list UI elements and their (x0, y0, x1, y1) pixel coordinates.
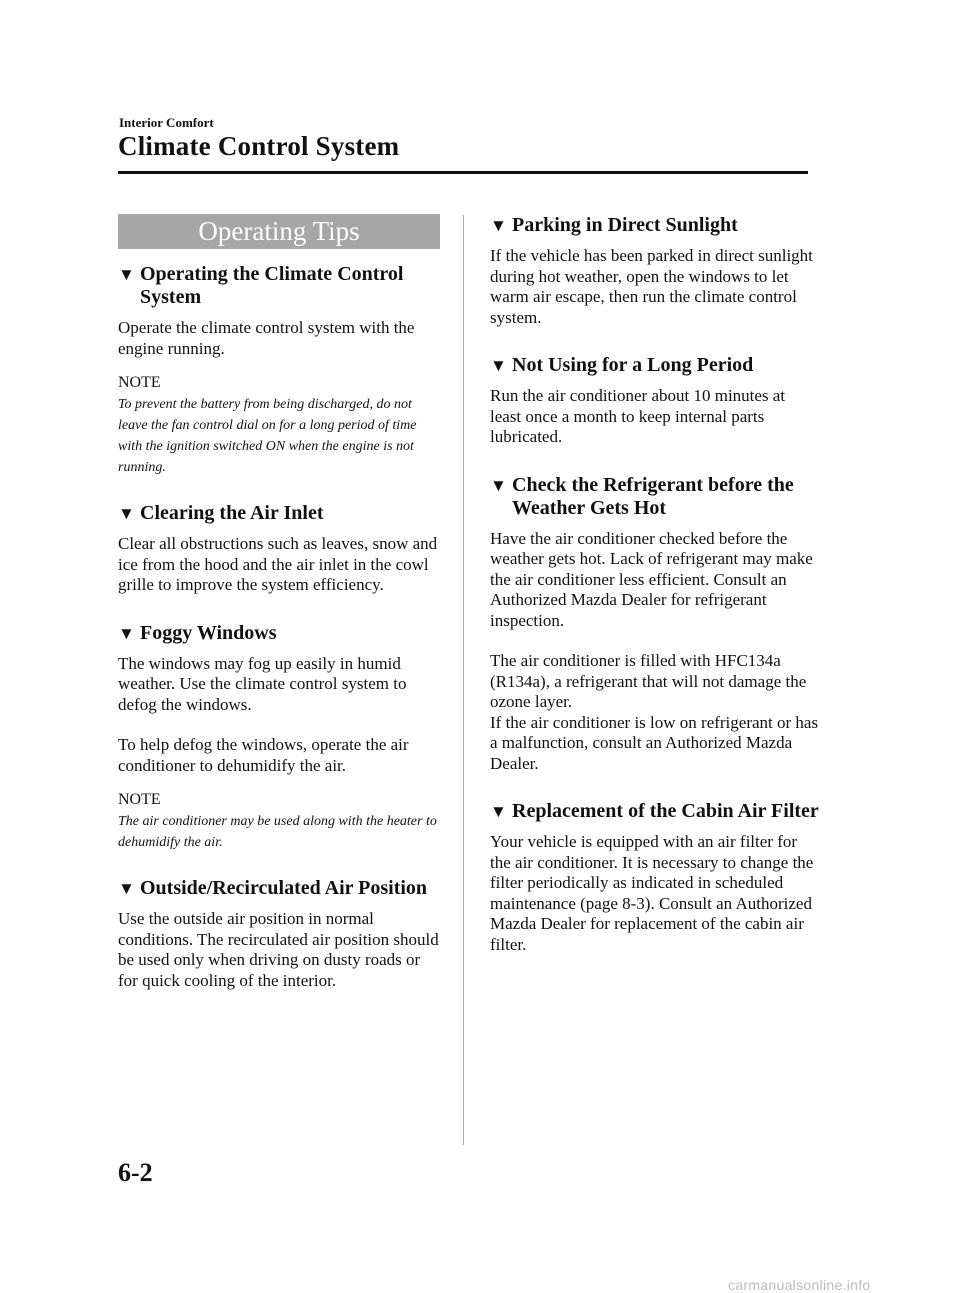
heading-clearing-air-inlet (118, 502, 440, 525)
heading-text: Check the Refrigerant before the Weather Gets Hot (512, 473, 794, 519)
heading-not-using-long-period (490, 354, 820, 377)
heading-text: Clearing the Air Inlet (140, 502, 324, 524)
heading-replacement-cabin-air-filter (490, 800, 820, 823)
heading-foggy-windows (118, 622, 440, 645)
heading-text: Foggy Windows (140, 621, 277, 644)
section-label: Interior Comfort (119, 115, 214, 130)
note-text: To prevent the battery from being discharged, do not leave the fan control dial on for a long period of time with the ignition switched ON when the engine is not running. (118, 397, 417, 475)
heading-text: Operating the Climate Control System (140, 263, 404, 308)
paragraph: Operate the climate control system with the engine running. (118, 318, 415, 358)
paragraph: Have the air conditioner checked before the weather gets hot. Lack of refrigerant may make the air conditioner less efficient. Consult an Authorized Mazda Dealer for refrigerant inspection. (490, 528, 813, 630)
paragraph: Run the air conditioner about 10 minutes at least once a month to keep internal parts lubricated. (490, 386, 786, 446)
chapter-title: Climate Control System (118, 131, 400, 161)
note-text: The air conditioner may be used along with the heater to dehumidify the air. (118, 814, 437, 850)
paragraph: Your vehicle is equipped with an air filter for the air conditioner. It is necessary to change the filter periodically as indicated in scheduled maintenance (page 8-3). Consult an Authorized Mazda Dealer for replacement of the cabin air filter. (490, 832, 814, 954)
right-column (490, 214, 820, 975)
triangle-marker-icon: ▼ (490, 475, 507, 495)
heading-operating-climate-control (118, 263, 440, 309)
heading-text: Outside/Recirculated Air Position (140, 877, 428, 899)
header-rule (118, 171, 808, 174)
note-label: NOTE (118, 791, 161, 808)
triangle-marker-icon: ▼ (118, 879, 135, 898)
paragraph: To help defog the windows, operate the air conditioner to dehumidify the air. (118, 735, 409, 775)
paragraph: If the vehicle has been parked in direct sunlight during hot weather, open the windows to let warm air escape, then run the climate control system. (490, 246, 813, 327)
operating-tips-banner: Operating Tips (118, 214, 440, 249)
heading-text: Replacement of the Cabin Air Filter (512, 800, 819, 822)
triangle-marker-icon: ▼ (490, 356, 507, 375)
triangle-marker-icon: ▼ (118, 265, 135, 284)
paragraph: The windows may fog up easily in humid weather. Use the climate control system to defog the windows. (118, 653, 407, 714)
triangle-marker-icon: ▼ (490, 802, 507, 821)
note-label: NOTE (118, 374, 161, 391)
heading-text: Parking in Direct Sunlight (512, 214, 738, 236)
triangle-marker-icon: ▼ (118, 623, 135, 643)
watermark: carmanualsonline.info (728, 1277, 871, 1293)
paragraph: If the air conditioner is low on refrigerant or has a malfunction, consult an Authorized Mazda Dealer. (490, 712, 819, 773)
triangle-marker-icon: ▼ (118, 504, 135, 523)
paragraph: Use the outside air position in normal conditions. The recirculated air position should be used only when driving on dusty roads or for quick cooling of the interior. (118, 909, 439, 990)
paragraph: Clear all obstructions such as leaves, snow and ice from the hood and the air inlet in the cowl grille to improve the system efficiency. (118, 534, 438, 594)
heading-text: Not Using for a Long Period (512, 354, 754, 376)
triangle-marker-icon: ▼ (490, 216, 507, 235)
heading-outside-recirculated-air (118, 877, 440, 900)
heading-parking-direct-sunlight (490, 214, 820, 237)
paragraph: The air conditioner is filled with HFC134a (R134a), a refrigerant that will not damage the ozone layer. (490, 651, 807, 711)
heading-check-refrigerant (490, 474, 820, 520)
column-divider (463, 215, 464, 1145)
page-number: 6-2 (118, 1158, 153, 1187)
left-column (118, 214, 440, 1011)
